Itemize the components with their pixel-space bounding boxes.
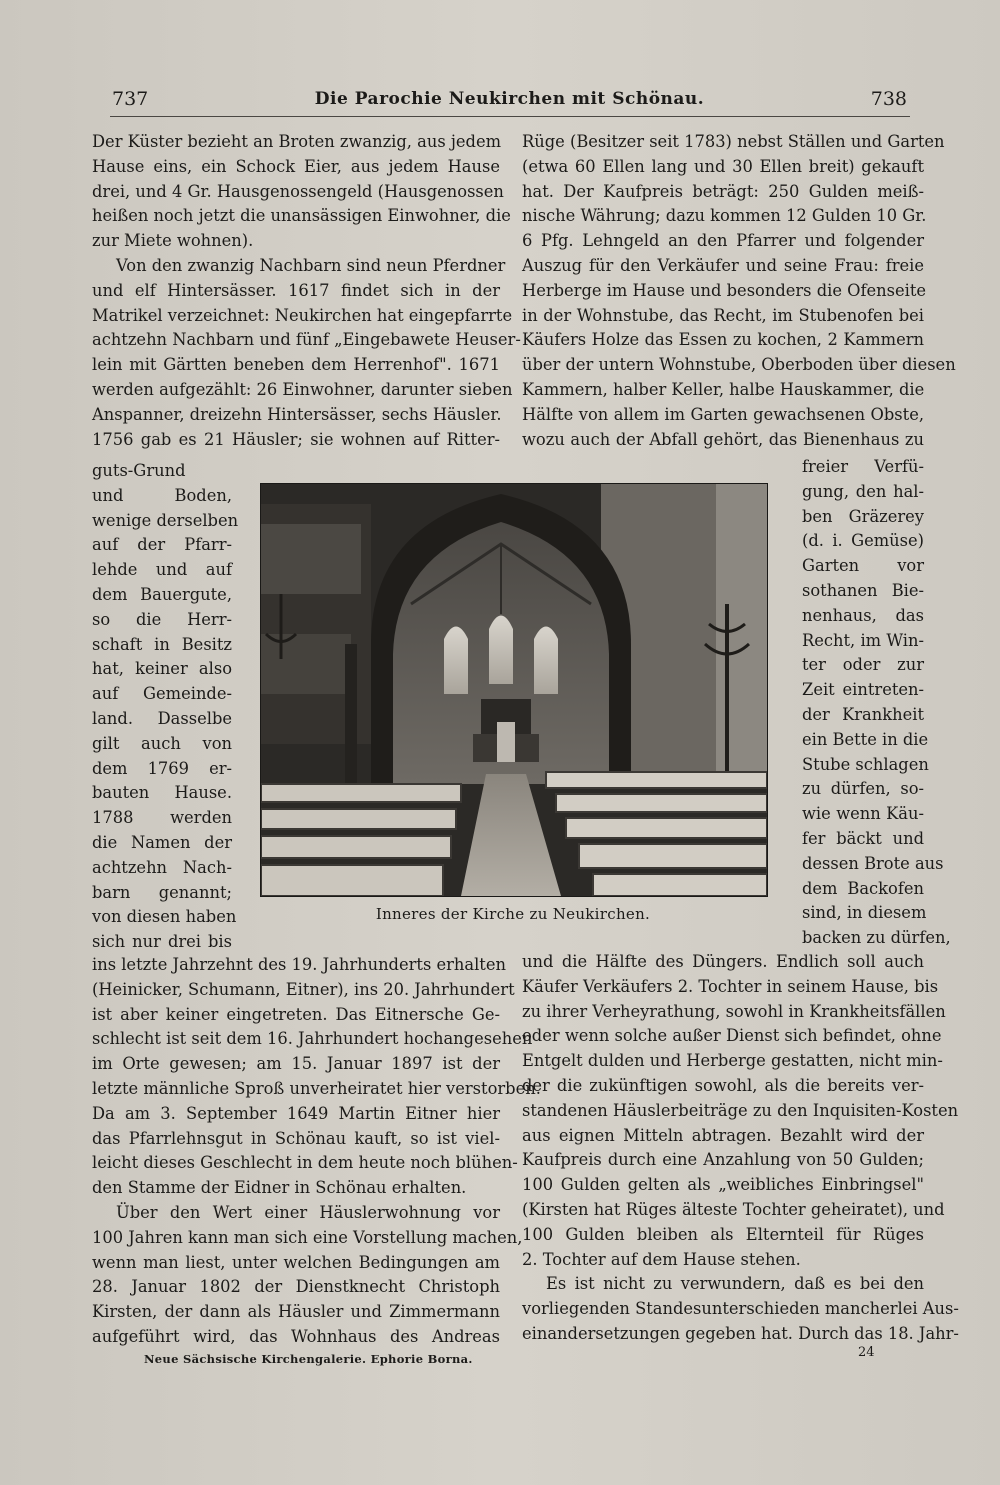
text-line: den Stamme der Eidner in Schönau erhalten. <box>92 1178 467 1198</box>
text-line: Auszug für den Verkäufer und seine Frau: freie <box>522 255 924 275</box>
left-column-narrow <box>92 459 239 955</box>
text-line: Kirsten, der dann als Häusler und Zimmermann <box>92 1302 500 1322</box>
text-line: zu dürfen, so- <box>802 779 924 799</box>
text-line: dem Backofen <box>802 878 924 898</box>
text-line: 1756 gab es 21 Häusler; sie wohnen auf Ritter- <box>92 429 500 449</box>
text-line: und Boden, <box>92 485 232 505</box>
text-line: standenen Häuslerbeiträge zu den Inquisiten-Kosten <box>522 1100 959 1120</box>
text-line: drei, und 4 Gr. Hausgenossengeld (Hausgenossen <box>92 181 504 201</box>
text-line: Garten vor <box>802 556 924 576</box>
text-line: 1788 werden <box>92 808 232 828</box>
left-column-bottom <box>92 953 541 1350</box>
text-line: ist aber keiner eingetreten. Das Eitnersche Ge- <box>92 1004 500 1024</box>
page-number-left: 737 <box>112 88 149 110</box>
text-line: fer bäckt und <box>802 828 924 848</box>
text-line: im Orte gewesen; am 15. Januar 1897 ist der <box>92 1054 500 1074</box>
text-line: vorliegenden Standesunterschieden mancherlei Aus- <box>522 1299 959 1319</box>
text-line: von diesen haben <box>92 907 237 927</box>
text-line: schlecht ist seit dem 16. Jahrhundert hochangesehen <box>92 1029 533 1049</box>
text-line: achtzehn Nach- <box>92 857 232 877</box>
text-line: das Pfarrlehnsgut in Schönau kauft, so ist viel- <box>92 1128 500 1148</box>
right-column-top <box>522 130 956 452</box>
text-line: 6 Pfg. Lehngeld an den Pfarrer und folgender <box>522 231 924 251</box>
text-line: lehde und auf <box>92 560 232 580</box>
right-column-bottom <box>522 950 959 1347</box>
text-line: guts-Grund <box>92 461 186 480</box>
text-line: auf der Pfarr- <box>92 535 232 555</box>
text-line: der Krankheit <box>802 704 924 724</box>
text-line: aus eignen Mitteln abtragen. Bezahlt wird der <box>522 1125 924 1145</box>
text-line: (d. i. Gemüse) <box>802 531 924 551</box>
text-line: wie wenn Käu- <box>802 804 924 824</box>
text-line: (Kirsten hat Rüges älteste Tochter geheiratet), und <box>522 1199 945 1219</box>
text-line: Anspanner, dreizehn Hintersässer, sechs Häusler. <box>92 404 502 424</box>
text-line: in der Wohnstube, das Recht, im Stubenofen bei <box>522 305 924 325</box>
footer-publication: Neue Sächsische Kirchengalerie. Ephorie Borna. <box>144 1352 473 1366</box>
text-line: Hause eins, ein Schock Eier, aus jedem Hause <box>92 156 500 176</box>
text-line: Es ist nicht zu verwundern, daß es bei den <box>546 1274 924 1294</box>
text-line: Herberge im Hause und besonders die Ofenseite <box>522 280 927 300</box>
text-line: sind, in diesem <box>802 903 927 923</box>
text-line: so die Herr- <box>92 609 232 629</box>
text-line: einandersetzungen gegeben hat. Durch das 18. Jahr- <box>522 1323 959 1343</box>
header-rule <box>110 116 910 117</box>
text-line: hat, keiner also <box>92 659 232 679</box>
text-line: Kammern, halber Keller, halbe Hauskammer, die <box>522 379 925 399</box>
text-line: oder wenn solche außer Dienst sich befindet, ohne <box>522 1026 942 1046</box>
text-line: sothanen Bie- <box>802 580 924 600</box>
text-line: Über den Wert einer Häuslerwohnung vor <box>116 1202 500 1222</box>
text-line: bauten Hause. <box>92 783 232 803</box>
text-line: leicht dieses Geschlecht in dem heute noch blühen- <box>92 1153 518 1173</box>
page-number-right: 738 <box>870 88 907 110</box>
right-column-narrow <box>802 455 951 951</box>
text-line: der die zukünftigen sowohl, als die bereits ver- <box>522 1075 924 1095</box>
footer-signature: 24 <box>858 1345 875 1360</box>
text-line: wozu auch der Abfall gehört, das Bienenhaus zu <box>522 429 924 449</box>
text-line: hat. Der Kaufpreis beträgt: 250 Gulden meiß- <box>522 181 924 201</box>
text-line: Matrikel verzeichnet: Neukirchen hat eingepfarrte <box>92 305 513 325</box>
text-line: letzte männliche Sproß unverheiratet hier verstorben. <box>92 1078 541 1098</box>
text-line: die Namen der <box>92 832 232 852</box>
text-line: nenhaus, das <box>802 605 924 625</box>
text-line: wenige derselben <box>92 510 239 530</box>
text-line: land. Dasselbe <box>92 708 232 728</box>
text-line: schaft in Besitz <box>92 634 232 654</box>
text-line: dessen Brote aus <box>802 853 944 873</box>
text-line: ins letzte Jahrzehnt des 19. Jahrhunderts erhalten <box>92 955 506 974</box>
text-line: dem Bauergute, <box>92 584 232 604</box>
text-line: barn genannt; <box>92 882 232 902</box>
text-line: Von den zwanzig Nachbarn sind neun Pferdner <box>116 255 506 275</box>
text-line: über der untern Wohnstube, Oberboden über diesen <box>522 355 956 375</box>
text-line: dem 1769 er- <box>92 758 232 778</box>
text-line: und elf Hintersässer. 1617 findet sich in der <box>92 280 500 300</box>
text-line: ter oder zur <box>802 655 924 675</box>
text-line: und die Hälfte des Düngers. Endlich soll auch <box>522 952 924 971</box>
text-line: lein mit Gärtten beneben dem Herrenhof". 1671 <box>92 355 500 375</box>
left-column-top <box>92 130 521 452</box>
text-line: Hälfte von allem im Garten gewachsenen Obste, <box>522 404 924 424</box>
text-line: wenn man liest, unter welchen Bedingungen am <box>92 1252 500 1272</box>
text-line: auf Gemeinde- <box>92 684 232 704</box>
text-line: Stube schlagen <box>802 754 929 774</box>
text-line: werden aufgezählt: 26 Einwohner, darunter sieben <box>92 379 513 399</box>
page-header <box>112 88 907 118</box>
text-line: freier Verfü- <box>802 457 924 476</box>
text-line: Entgelt dulden und Herberge gestatten, nicht min- <box>522 1051 943 1071</box>
text-line: Zeit eintreten- <box>802 680 924 700</box>
text-line: achtzehn Nachbarn und fünf „Eingebawete Heuser- <box>92 330 521 350</box>
text-line: Da am 3. September 1649 Martin Eitner hier <box>92 1103 500 1123</box>
text-line: nische Währung; dazu kommen 12 Gulden 10 Gr. <box>522 206 927 226</box>
text-line: zu ihrer Verheyrathung, sowohl in Krankheitsfällen <box>522 1001 946 1021</box>
text-line: zur Miete wohnen). <box>92 231 254 251</box>
text-line: Käufers Holze das Essen zu kochen, 2 Kammern <box>522 330 924 350</box>
text-line: (Heinicker, Schumann, Eitner), ins 20. Jahrhundert <box>92 979 515 999</box>
text-line: 2. Tochter auf dem Hause stehen. <box>522 1249 801 1269</box>
text-line: 100 Gulden gelten als „weibliches Einbringsel" <box>522 1175 924 1195</box>
text-line: aufgeführt wird, das Wohnhaus des Andreas <box>92 1326 500 1346</box>
text-line: 100 Gulden bleiben als Elternteil für Rüges <box>522 1224 924 1244</box>
text-line: Kaufpreis durch eine Anzahlung von 50 Gulden; <box>522 1150 924 1170</box>
text-line: Rüge (Besitzer seit 1783) nebst Ställen und Garten <box>522 132 945 151</box>
text-line: heißen noch jetzt die unansässigen Einwohner, die <box>92 206 511 226</box>
text-line: Der Küster bezieht an Broten zwanzig, aus jedem <box>92 132 502 151</box>
text-line: backen zu dürfen, <box>802 928 951 948</box>
text-line: 28. Januar 1802 der Dienstknecht Christoph <box>92 1277 500 1297</box>
running-title: Die Parochie Neukirchen mit Schönau. <box>314 89 705 109</box>
figure-caption: Inneres der Kirche zu Neukirchen. <box>375 905 651 923</box>
text-line: 100 Jahren kann man sich eine Vorstellung machen, <box>92 1227 523 1247</box>
text-line: gung, den hal- <box>802 481 924 501</box>
text-line: ben Gräzerey <box>802 506 924 526</box>
text-line: Käufer Verkäufers 2. Tochter in seinem Hause, bis <box>522 976 939 996</box>
church-interior-photo <box>260 483 768 897</box>
text-line: gilt auch von <box>92 733 232 753</box>
text-line: Recht, im Win- <box>802 630 924 650</box>
text-line: sich nur drei bis <box>92 932 232 952</box>
text-line: (etwa 60 Ellen lang und 30 Ellen breit) gekauft <box>522 156 924 176</box>
text-line: ein Bette in die <box>802 729 929 749</box>
